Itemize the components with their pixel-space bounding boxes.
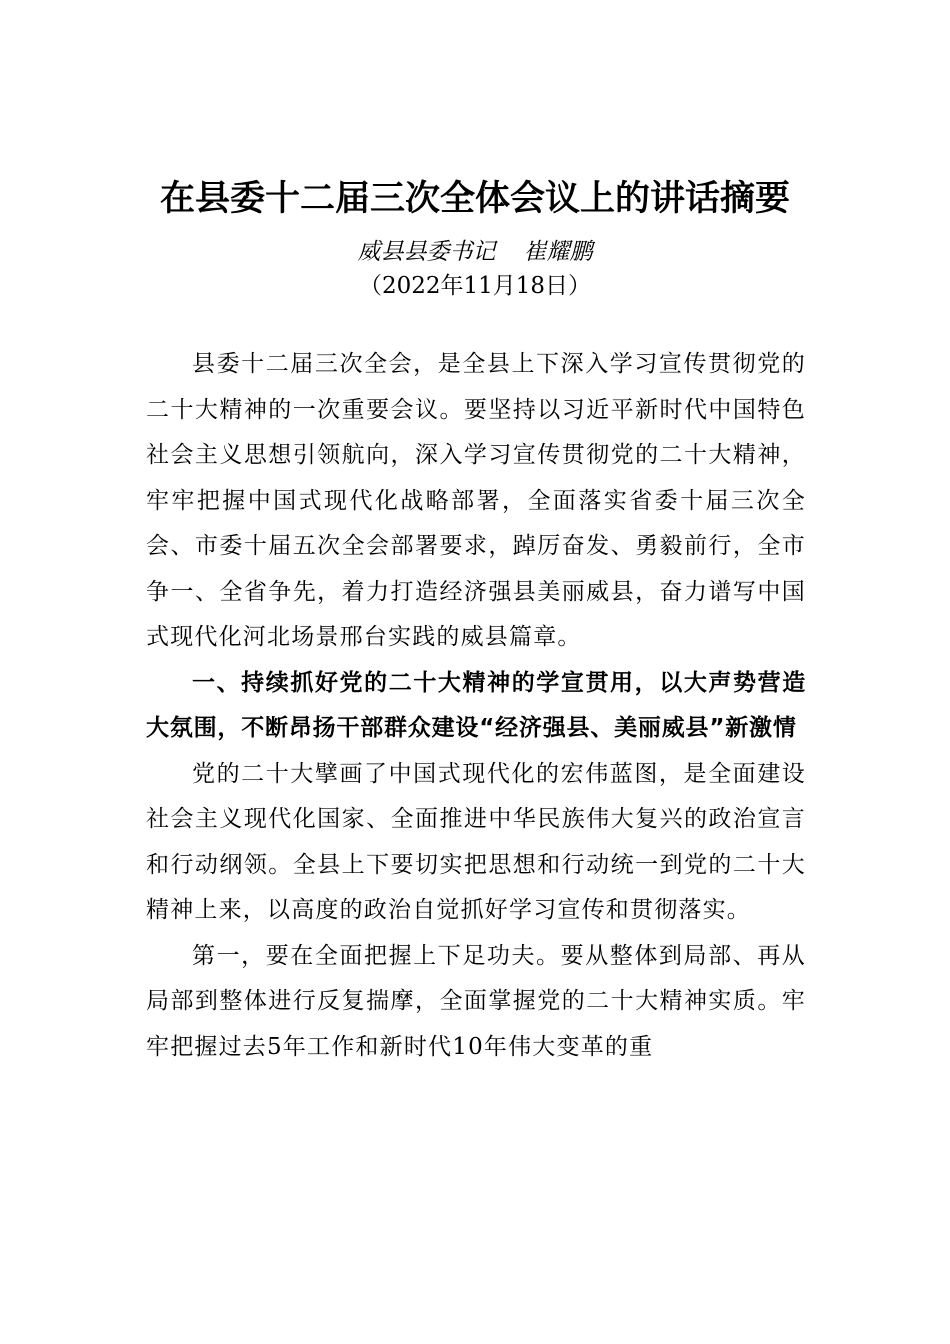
- paragraph-intro: 县委十二届三次全会，是全县上下深入学习宣传贯彻党的二十大精神的一次重要会议。要坚持以习近平新时代中国特色社会主义思想引领航向，深入学习宣传贯彻党的二十大精神，牢牢把握中国式现代化战略部署，全面落实省委十届三次全会、市委十届五次全会部署要求，踔厉奋发、勇毅前行，全市争一、全省争先，着力打造经济强县美丽威县，奋力谱写中国式现代化河北场景邢台实践的威县篇章。: [146, 351, 806, 650]
- document-date: （2022年11月18日）: [358, 273, 592, 299]
- paragraph-section-1: 党的二十大擘画了中国式现代化的宏伟蓝图，是全面建设社会主义现代化国家、全面推进中华民族伟大复兴的政治宣言和行动纲领。全县上下要切实把思想和行动统一到党的二十大精神上来，以高度的政治自觉抓好学习宣传和贯彻落实。: [146, 760, 806, 923]
- author-role: 威县县委书记: [357, 239, 496, 265]
- author-line: [0, 236, 950, 268]
- paragraph-first-point: 第一，要在全面把握上下足功夫。要从整体到局部、再从局部到整体进行反复揣摩，全面掌握党的二十大精神实质。牢牢把握过去5年工作和新时代10年伟大变革的重: [146, 942, 806, 1060]
- document-title: 在县委十二届三次全体会议上的讲话摘要: [159, 178, 790, 219]
- section-heading-1: 一、持续抓好党的二十大精神的学宣贯用，以大声势营造大氛围，不断昂扬干部群众建设“经济强县、美丽威县”新激情: [146, 669, 806, 741]
- document-body: [146, 342, 806, 1070]
- author-name: 崔耀鹏: [523, 239, 593, 265]
